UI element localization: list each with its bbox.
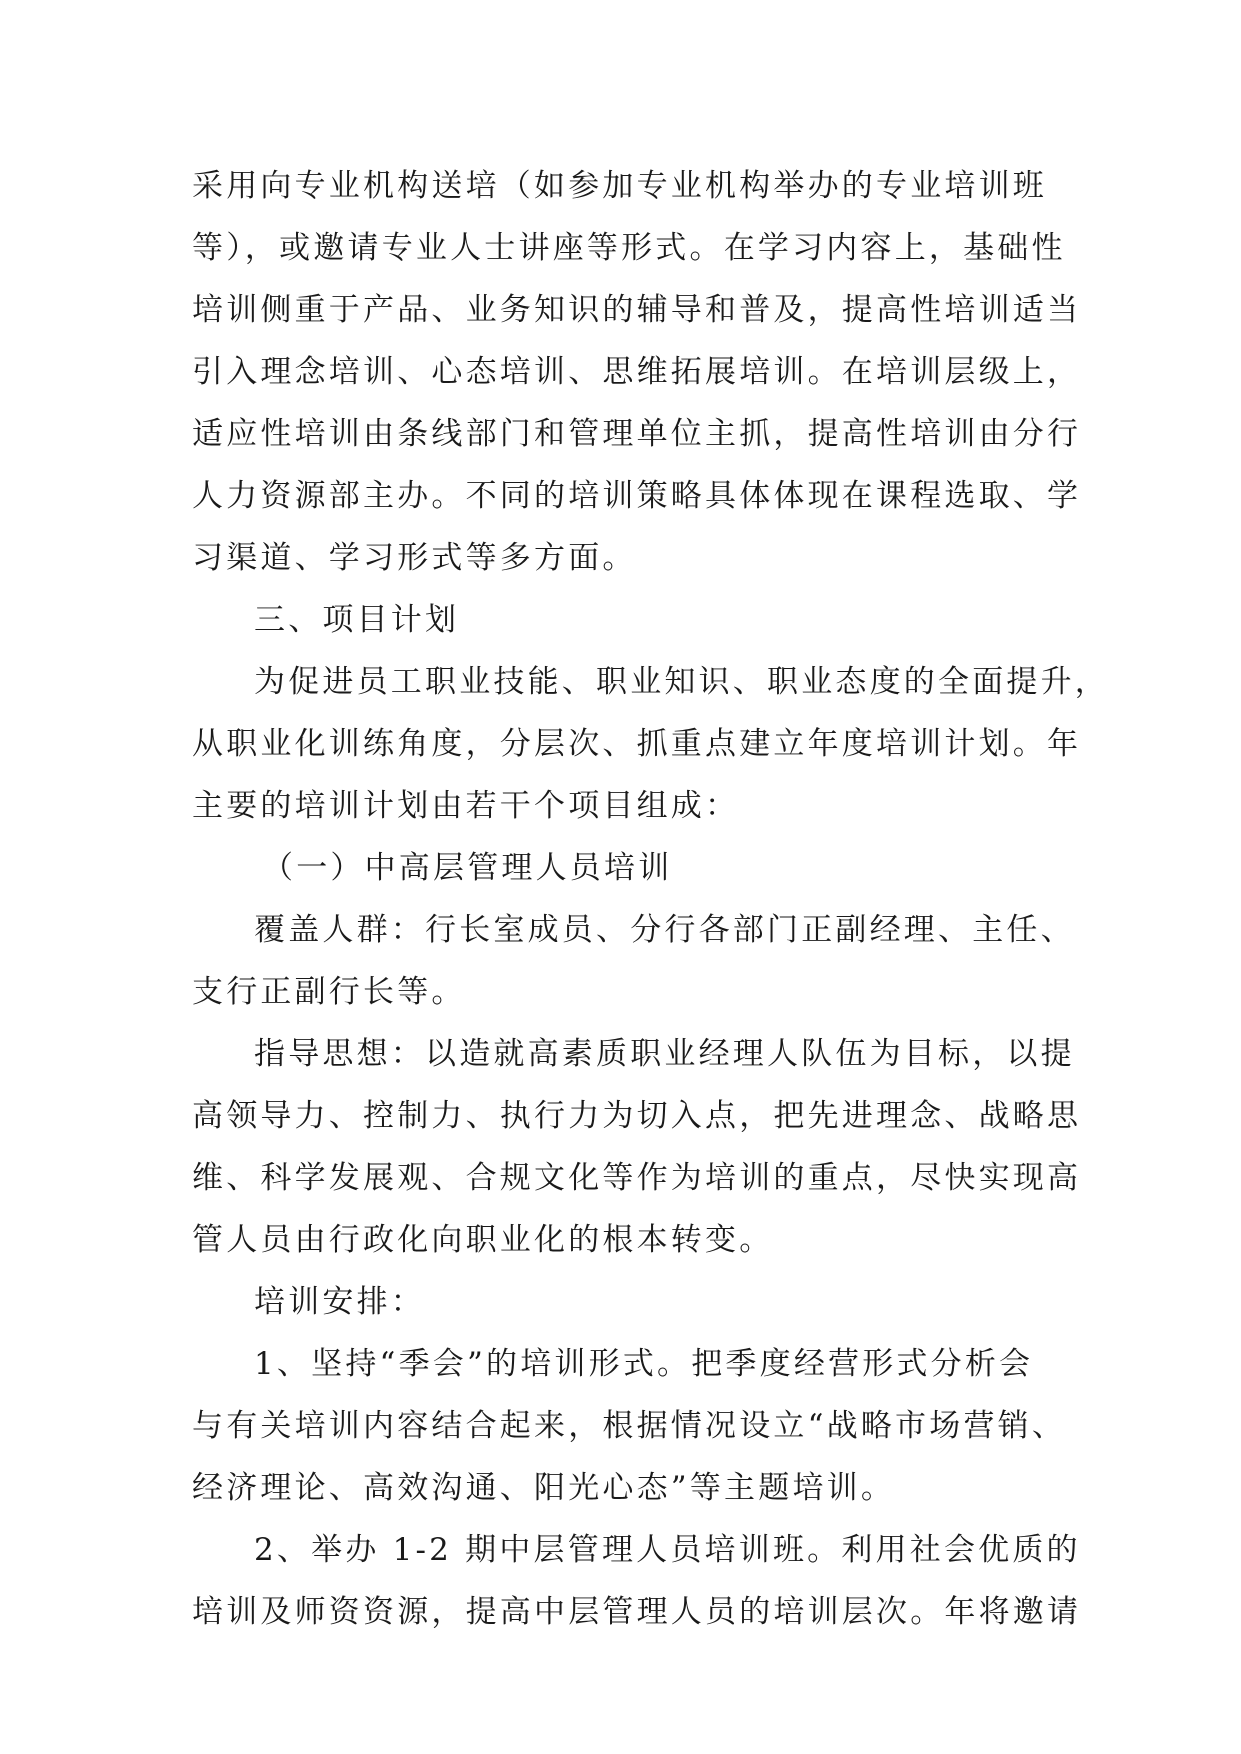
- body-line: 主要的培训计划由若干个项目组成：: [192, 788, 740, 824]
- body-line: 支行正副行长等。: [192, 974, 466, 1010]
- body-line: 引入理念培训、心态培训、思维拓展培训。在培训层级上，: [192, 354, 1082, 390]
- body-line: 经济理论、高效沟通、阳光心态”等主题培训。: [192, 1470, 896, 1506]
- body-line: 覆盖人群：行长室成员、分行各部门正副经理、主任、: [254, 912, 1075, 948]
- body-line: 采用向专业机构送培（如参加专业机构举办的专业培训班: [192, 168, 1047, 204]
- body-line: 等），或邀请专业人士讲座等形式。在学习内容上，基础性: [192, 230, 1066, 266]
- body-line: 为促进员工职业技能、职业知识、职业态度的全面提升，: [254, 664, 1109, 700]
- body-line: 与有关培训内容结合起来，根据情况设立“战略市场营销、: [192, 1408, 1067, 1444]
- body-line: 指导思想：以造就高素质职业经理人队伍为目标，以提: [254, 1036, 1075, 1072]
- document-body: [192, 155, 1109, 1643]
- list-item: 2、举办 1-2 期中层管理人员培训班。利用社会优质的: [254, 1532, 1081, 1568]
- section-heading: 三、项目计划: [254, 602, 460, 638]
- body-line: 人力资源部主办。不同的培训策略具体体现在课程选取、学: [192, 478, 1082, 514]
- body-line: 维、科学发展观、合规文化等作为培训的重点，尽快实现高: [192, 1160, 1082, 1196]
- body-line: 培训侧重于产品、业务知识的辅导和普及，提高性培训适当: [192, 292, 1082, 328]
- body-line: 适应性培训由条线部门和管理单位主抓，提高性培训由分行: [192, 416, 1082, 452]
- subsection-heading: （一）中高层管理人员培训: [262, 850, 673, 886]
- body-line: 习渠道、学习形式等多方面。: [192, 540, 637, 576]
- body-line: 管人员由行政化向职业化的根本转变。: [192, 1222, 774, 1258]
- body-line: 培训及师资资源，提高中层管理人员的培训层次。年将邀请: [192, 1594, 1082, 1630]
- body-line: 从职业化训练角度，分层次、抓重点建立年度培训计划。年: [192, 726, 1082, 762]
- list-item: 1、坚持“季会”的培训形式。把季度经营形式分析会: [254, 1346, 1034, 1382]
- body-line: 培训安排：: [254, 1284, 425, 1320]
- body-line: 高领导力、控制力、执行力为切入点，把先进理念、战略思: [192, 1098, 1082, 1134]
